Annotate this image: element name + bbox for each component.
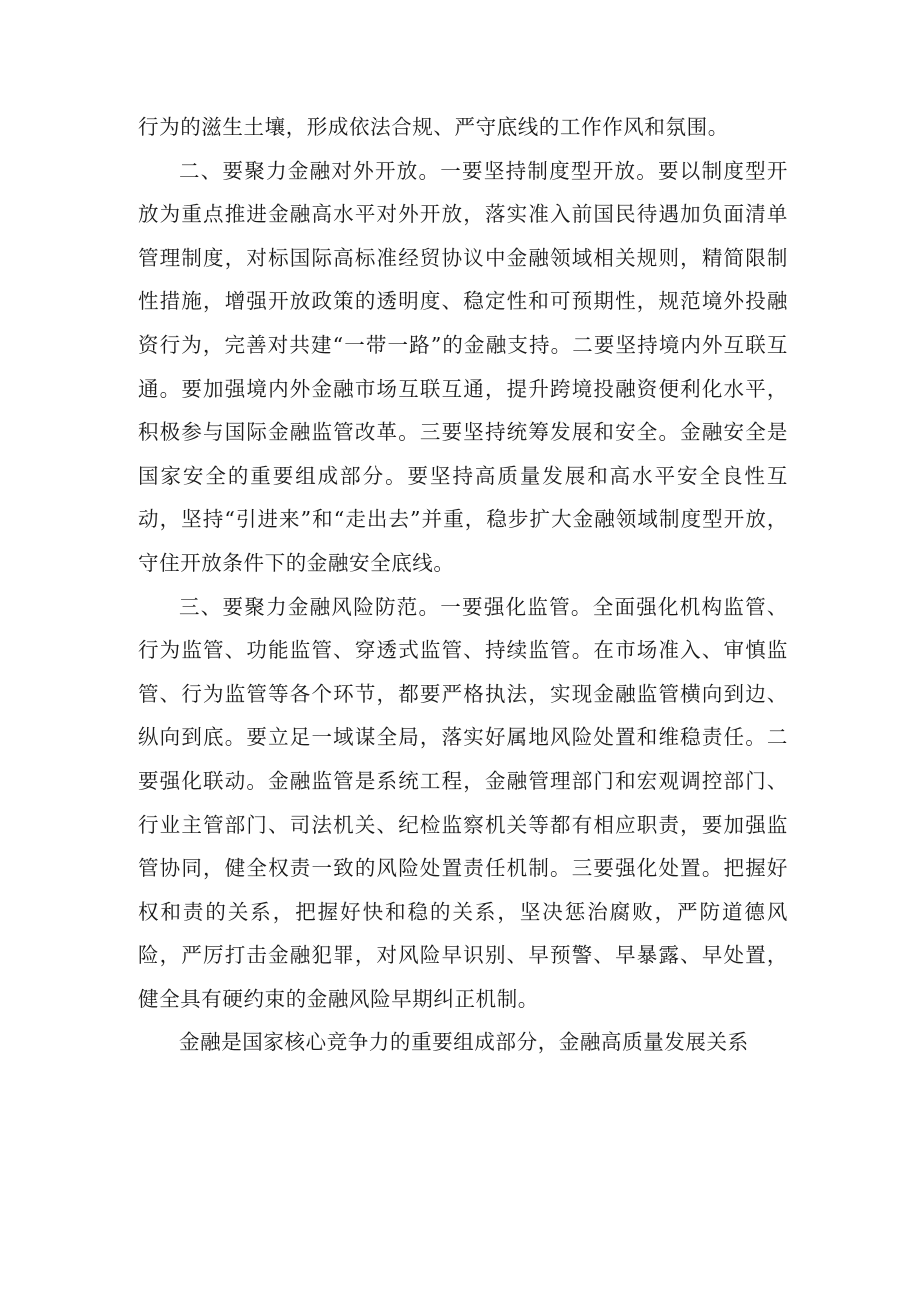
document-body (138, 106, 788, 1065)
paragraph-section-two: 二、要聚力金融对外开放。一要坚持制度型开放。要以制度型开放为重点推进金融高水平对外开放，落实准入前国民待遇加负面清单管理制度，对标国际高标准经贸协议中金融领域相关规则，精简限制性措施，增强开放政策的透明度、稳定性和可预期性，规范境外投融资行为，完善对共建“一带一路”的金融支持。二要坚持境内外互联互通。要加强境内外金融市场互联互通，提升跨境投融资便利化水平，积极参与国际金融监管改革。三要坚持统筹发展和安全。金融安全是国家安全的重要组成部分。要坚持高质量发展和高水平安全良性互动，坚持“引进来”和“走出去”并重，稳步扩大金融领域制度型开放，守住开放条件下的金融安全底线。 (138, 158, 788, 575)
paragraph-section-three: 三、要聚力金融风险防范。一要强化监管。全面强化机构监管、行为监管、功能监管、穿透式监管、持续监管。在市场准入、审慎监管、行为监管等各个环节，都要严格执法，实现金融监管横向到边、纵向到底。要立足一域谋全局，落实好属地风险处置和维稳责任。二要强化联动。金融监管是系统工程，金融管理部门和宏观调控部门、行业主管部门、司法机关、纪检监察机关等都有相应职责，要加强监管协同，健全权责一致的风险处置责任机制。三要强化处置。把握好权和责的关系，把握好快和稳的关系，坚决惩治腐败，严防道德风险，严厉打击金融犯罪，对风险早识别、早预警、早暴露、早处置，健全具有硬约束的金融风险早期纠正机制。 (138, 594, 788, 1011)
paragraph-conclusion: 金融是国家核心竞争力的重要组成部分，金融高质量发展关系 (179, 1030, 749, 1055)
paragraph-continuation: 行为的滋生土壤，形成依法合规、严守底线的工作作风和氛围。 (138, 115, 729, 139)
